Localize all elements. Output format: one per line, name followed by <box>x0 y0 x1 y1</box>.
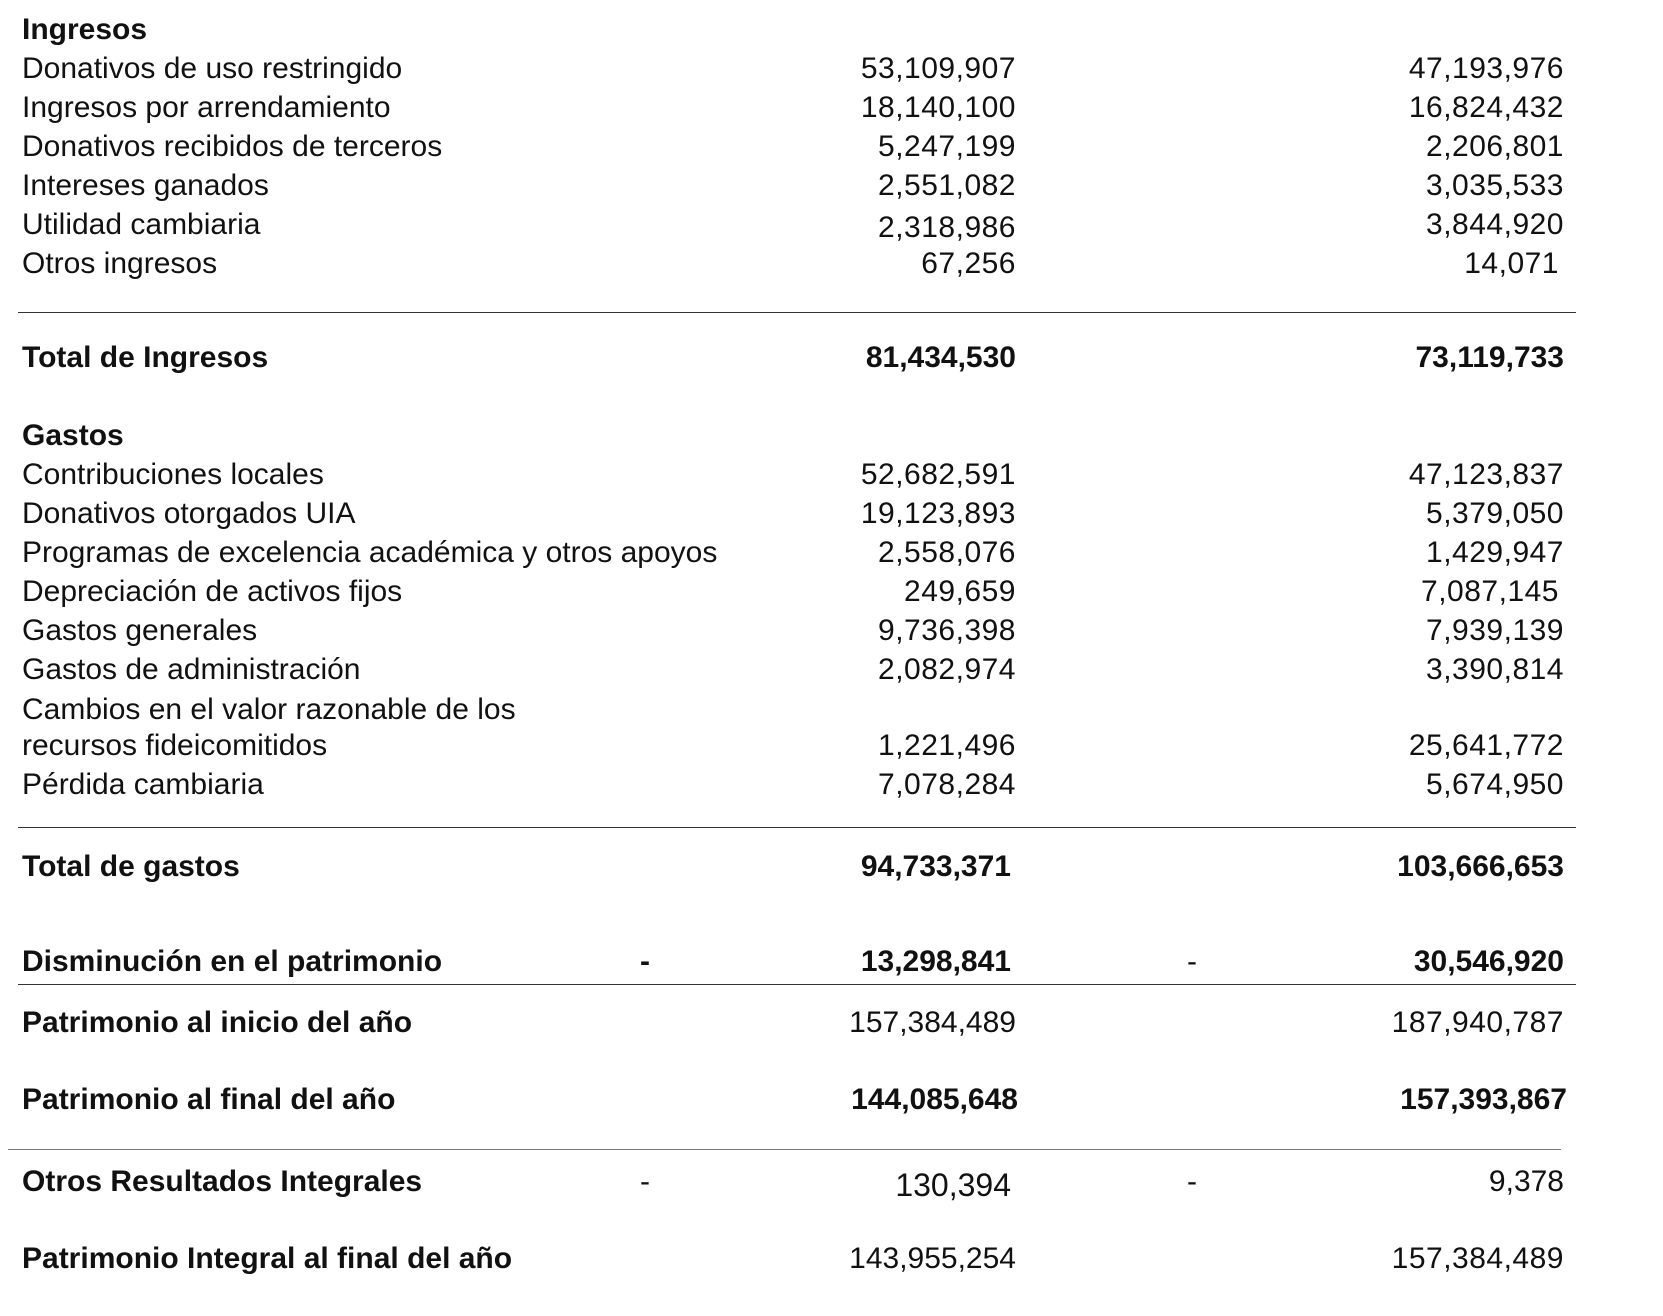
row-label: Gastos generales <box>22 614 258 647</box>
otros-resultados-row <box>0 1162 1663 1202</box>
value-prior: 16,824,432 <box>1408 91 1564 124</box>
row-label: Otros Resultados Integrales <box>22 1165 423 1198</box>
total-current: 81,434,530 <box>865 341 1016 374</box>
table-row <box>0 726 1663 766</box>
row-label: Patrimonio al final del año <box>22 1083 396 1116</box>
total-row <box>0 338 1663 378</box>
value-prior: 9,378 <box>1488 1165 1564 1198</box>
table-row <box>0 455 1663 495</box>
table-row <box>0 166 1663 206</box>
section-heading: Gastos <box>22 419 124 452</box>
row-label: Donativos otorgados UIA <box>22 497 356 530</box>
table-row <box>0 690 1663 730</box>
value-current: 67,256 <box>921 247 1016 280</box>
total-label: Total de gastos <box>22 850 240 883</box>
value-prior: 3,390,814 <box>1426 653 1564 686</box>
row-label: Gastos de administración <box>22 653 361 686</box>
value-current: 2,551,082 <box>878 169 1016 202</box>
table-row <box>0 650 1663 690</box>
value-current: 2,558,076 <box>878 536 1016 569</box>
negative-sign: - <box>640 1165 650 1198</box>
value-current: 7,078,284 <box>878 768 1016 801</box>
value-prior: 47,123,837 <box>1408 458 1564 491</box>
value-prior: 157,393,867 <box>1400 1083 1567 1116</box>
value-current: 249,659 <box>904 575 1016 608</box>
row-label: Cambios en el valor razonable de los <box>22 693 516 726</box>
row-label: Pérdida cambiaria <box>22 768 264 801</box>
value-current: 130,394 <box>895 1167 1011 1203</box>
total-prior: 103,666,653 <box>1397 850 1564 883</box>
value-prior: 3,035,533 <box>1426 169 1564 202</box>
value-prior: 7,939,139 <box>1426 614 1564 647</box>
total-prior: 73,119,733 <box>1415 341 1564 374</box>
divider <box>8 1149 1561 1150</box>
row-label: Contribuciones locales <box>22 458 324 491</box>
value-current: 144,085,648 <box>851 1083 1018 1116</box>
row-label: Otros ingresos <box>22 247 218 280</box>
value-prior: 3,844,920 <box>1426 208 1564 241</box>
value-current: 1,221,496 <box>878 729 1016 762</box>
value-current: 18,140,100 <box>860 91 1016 124</box>
value-prior: 157,384,489 <box>1391 1242 1564 1275</box>
value-current: 2,318,986 <box>878 211 1016 244</box>
table-row <box>0 494 1663 534</box>
value-prior: 7,087,145 <box>1421 575 1559 608</box>
divider <box>18 312 1576 313</box>
row-label: recursos fideicomitidos <box>22 729 328 762</box>
value-current: 2,082,974 <box>878 653 1016 686</box>
value-current: 157,384,489 <box>849 1006 1016 1039</box>
value-prior: 25,641,772 <box>1408 729 1564 762</box>
row-label: Donativos recibidos de terceros <box>22 130 443 163</box>
value-prior: 1,429,947 <box>1426 536 1564 569</box>
table-row <box>0 533 1663 573</box>
negative-sign: - <box>1187 945 1197 978</box>
row-label: Depreciación de activos fijos <box>22 575 403 608</box>
patrimonio-inicio-row <box>0 1003 1663 1043</box>
ingresos-heading-row <box>0 10 1663 50</box>
row-label: Utilidad cambiaria <box>22 208 261 241</box>
value-current: 5,247,199 <box>878 130 1016 163</box>
row-label: Patrimonio al inicio del año <box>22 1006 413 1039</box>
value-prior: 2,206,801 <box>1426 130 1564 163</box>
negative-sign: - <box>640 945 650 978</box>
divider <box>18 984 1576 985</box>
table-row <box>0 765 1663 805</box>
total-current: 94,733,371 <box>860 850 1011 883</box>
section-heading: Ingresos <box>22 13 148 46</box>
negative-sign: - <box>1187 1165 1197 1198</box>
table-row <box>0 244 1663 284</box>
value-current: 53,109,907 <box>860 52 1016 85</box>
patrimonio-integral-row <box>0 1239 1663 1279</box>
value-current: 13,298,841 <box>860 945 1011 978</box>
table-row <box>0 611 1663 651</box>
table-row <box>0 572 1663 612</box>
row-label: Donativos de uso restringido <box>22 52 403 85</box>
row-label: Intereses ganados <box>22 169 269 202</box>
table-row <box>0 127 1663 167</box>
total-label: Total de Ingresos <box>22 341 269 374</box>
value-prior: 5,674,950 <box>1426 768 1564 801</box>
row-label: Disminución en el patrimonio <box>22 945 443 978</box>
value-prior: 5,379,050 <box>1426 497 1564 530</box>
value-current: 19,123,893 <box>860 497 1016 530</box>
total-row <box>0 847 1663 887</box>
value-current: 9,736,398 <box>878 614 1016 647</box>
row-label: Patrimonio Integral al final del año <box>22 1242 513 1275</box>
value-prior: 30,546,920 <box>1413 945 1564 978</box>
value-prior: 187,940,787 <box>1391 1006 1564 1039</box>
value-current: 52,682,591 <box>860 458 1016 491</box>
value-prior: 14,071 <box>1464 247 1559 280</box>
table-row <box>0 49 1663 89</box>
table-row <box>0 88 1663 128</box>
disminucion-row <box>0 942 1663 982</box>
value-current: 143,955,254 <box>849 1242 1016 1275</box>
patrimonio-final-row <box>0 1080 1663 1120</box>
table-row <box>0 205 1663 245</box>
gastos-heading-row <box>0 416 1663 456</box>
value-prior: 47,193,976 <box>1408 52 1564 85</box>
row-label: Programas de excelencia académica y otros apoyos <box>22 536 718 569</box>
row-label: Ingresos por arrendamiento <box>22 91 391 124</box>
divider <box>18 827 1576 828</box>
